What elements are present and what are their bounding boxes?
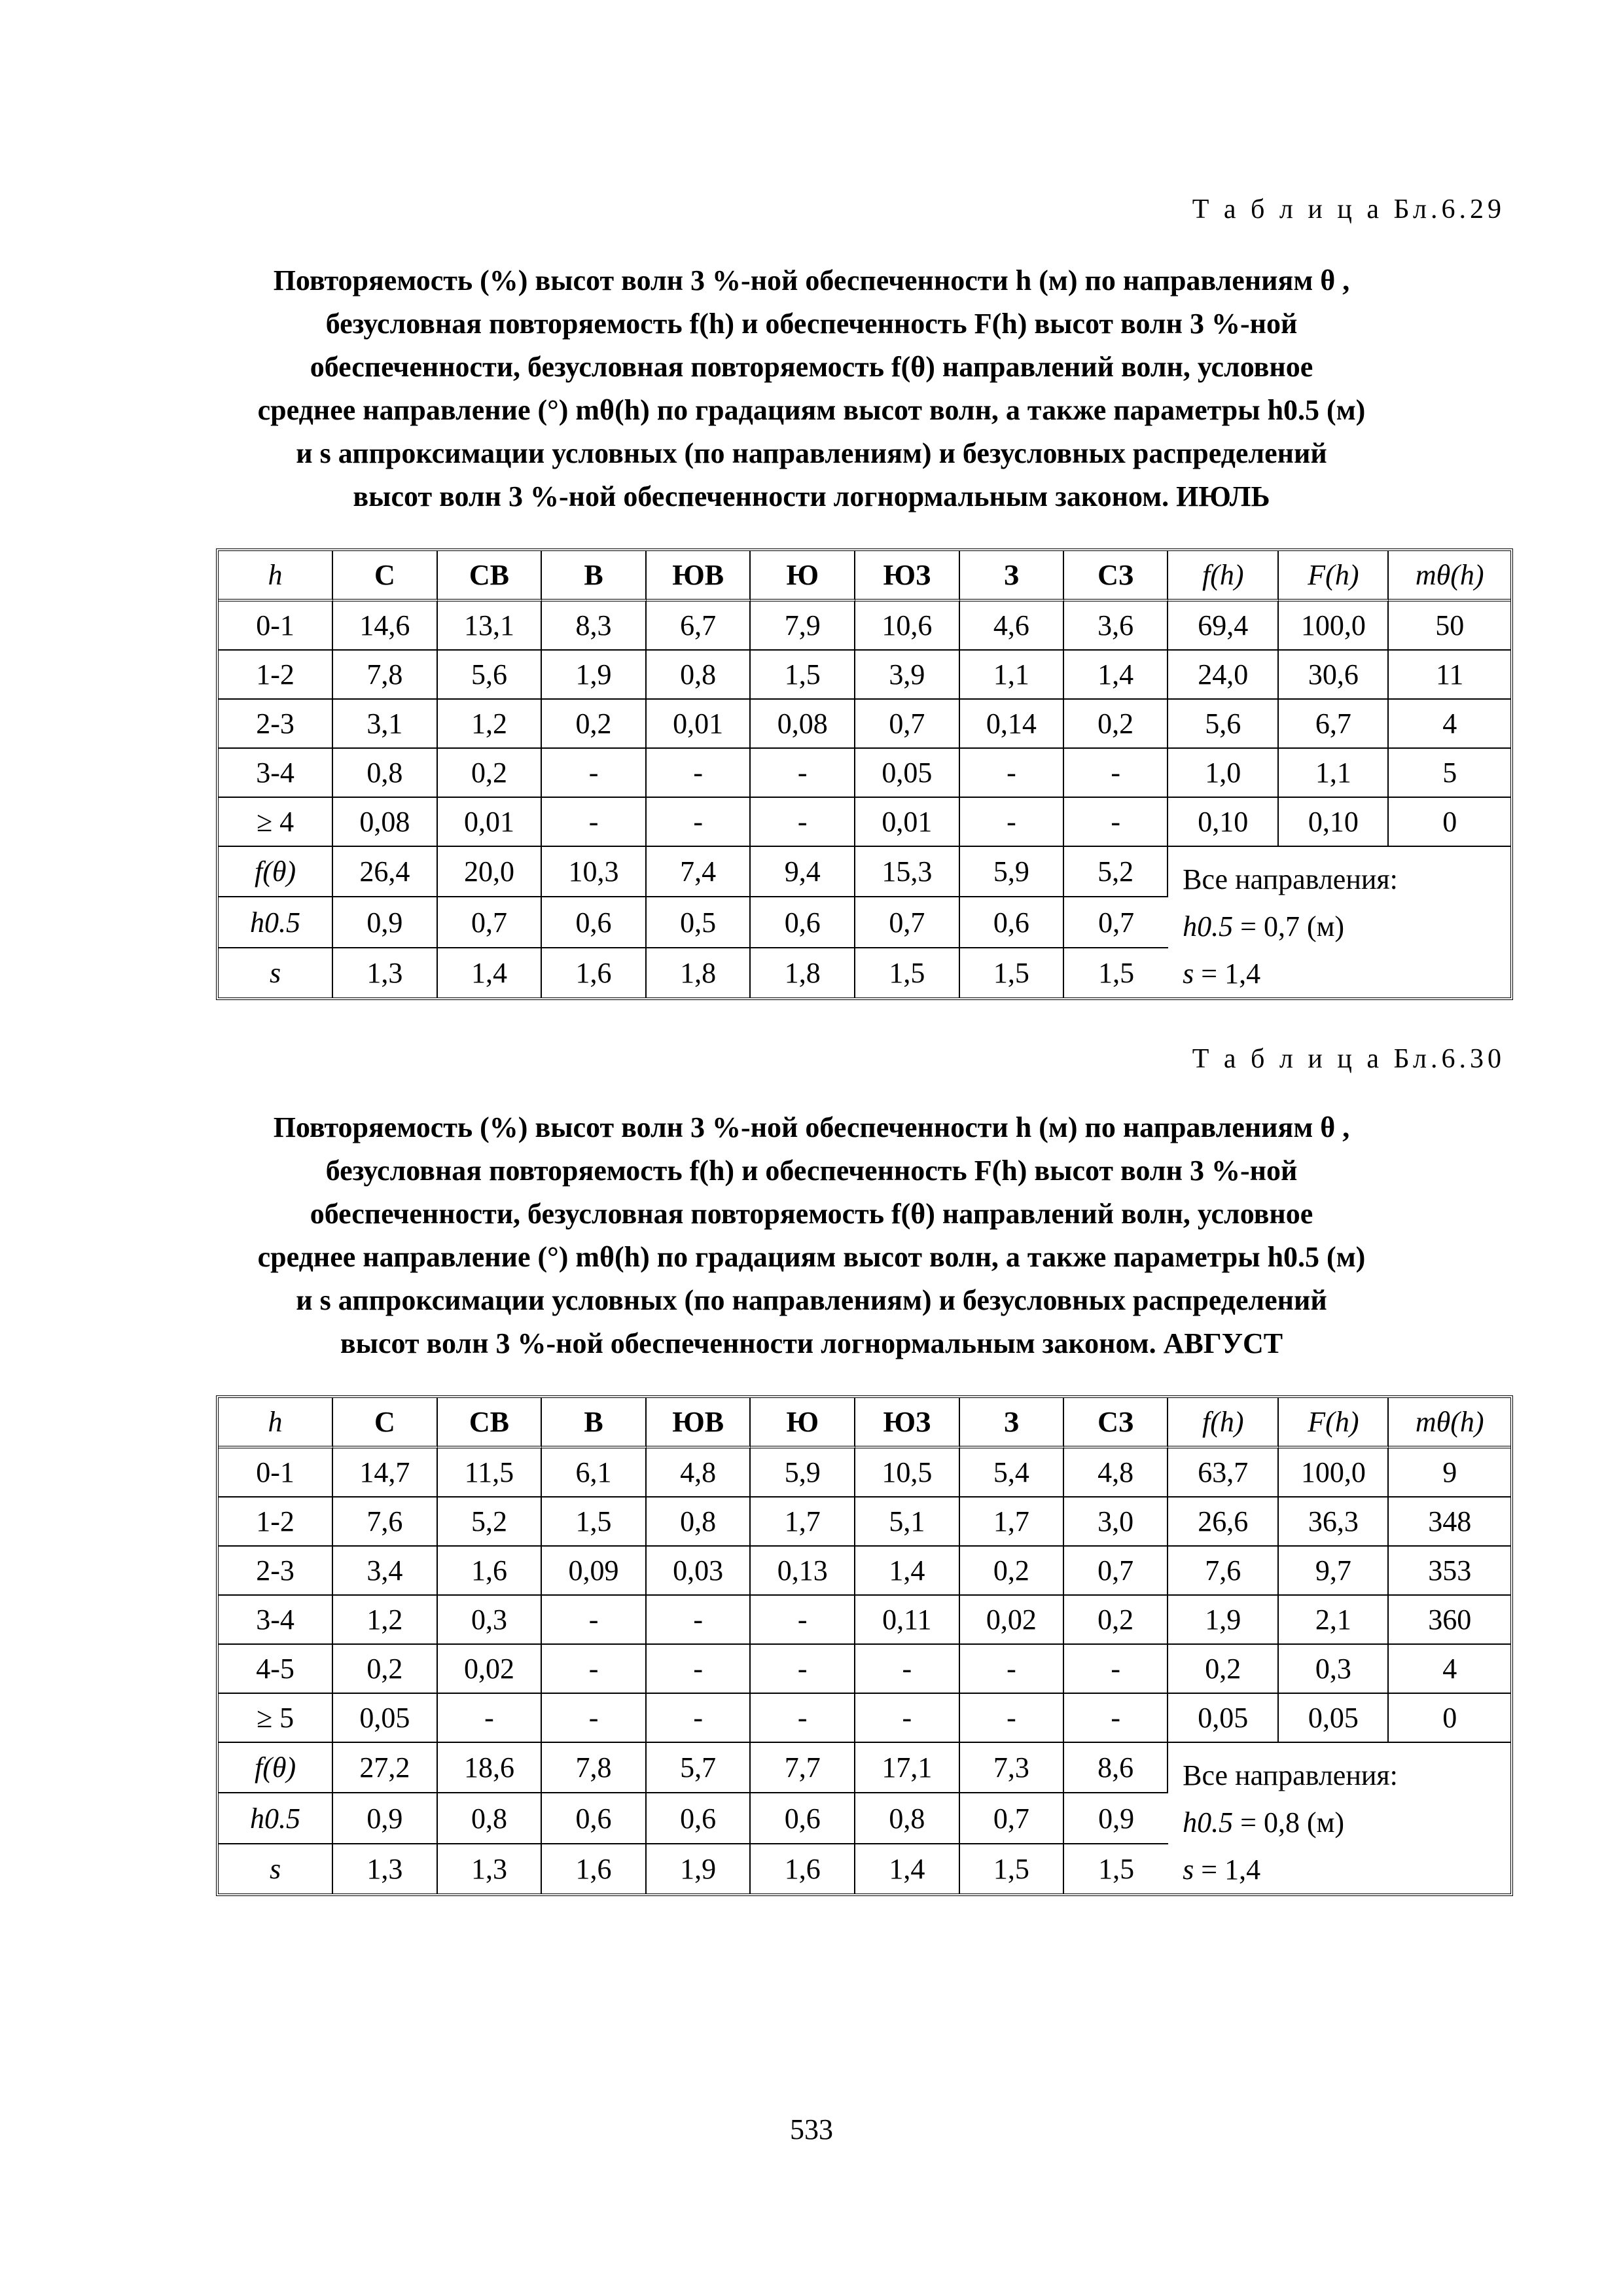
table-cell: 26,6 [1168,1498,1279,1547]
table-cell: 4,8 [1064,1448,1168,1498]
caption-line: безусловная повторяемость f(h) и обеспеченность F(h) высот волн 3 %-ной [325,308,1298,340]
table-cell: 0,9 [1064,1793,1168,1844]
summary-h05 [1183,1799,1510,1846]
table-cell: 0,6 [542,1793,647,1844]
table-cell: 0,05 [855,749,960,798]
param-label: s [219,948,333,997]
table-cell: - [647,1596,751,1645]
table-cell: 0,8 [333,749,438,798]
table-cell: 5,6 [1168,700,1279,749]
table-cell: 4,6 [960,601,1065,651]
table-cell: 1,2 [438,700,543,749]
table-cell: 1,3 [333,1844,438,1893]
table-cell: 6,1 [542,1448,647,1498]
table-cell: 0,6 [542,897,647,948]
column-header: F(h) [1279,551,1389,601]
table-row [219,700,1510,749]
table-cell: - [542,798,647,847]
table-cell: - [751,1645,855,1694]
table-cell: 10,5 [855,1448,960,1498]
column-header: СЗ [1064,1398,1168,1448]
table-header-row [219,551,1510,601]
table-cell: 1,4 [438,948,543,997]
table-cell: ≥ 5 [219,1694,333,1743]
table-cell: - [542,749,647,798]
caption-line: обеспеченности, безусловная повторяемость f(θ) направлений волн, условное [310,351,1313,383]
table-cell: - [1064,749,1168,798]
table-cell: 9 [1389,1448,1510,1498]
caption-line: Повторяемость (%) высот волн 3 %-ной обеспеченности h (м) по направлениям θ , [273,1111,1350,1143]
table-cell: 2-3 [219,1547,333,1596]
column-header: h [219,1398,333,1448]
table-cell: 3-4 [219,1596,333,1645]
table-cell: - [960,1645,1065,1694]
table-cell: 1,4 [855,1844,960,1893]
table-cell: 1-2 [219,1498,333,1547]
table-cell: 0,14 [960,700,1065,749]
table-cell: 0,01 [647,700,751,749]
table-cell: 0,09 [542,1547,647,1596]
table-cell: 11,5 [438,1448,543,1498]
column-header: ЮЗ [855,1398,960,1448]
table-row [219,601,1510,651]
table-cell: 0,7 [960,1793,1065,1844]
table-cell: 6,7 [647,601,751,651]
table-cell: 100,0 [1279,601,1389,651]
table-cell: 1,7 [751,1498,855,1547]
table-row [219,1694,1510,1743]
param-label: f(θ) [219,1743,333,1793]
table-cell: 0,7 [1064,1547,1168,1596]
table-cell: - [751,1596,855,1645]
caption-line: обеспеченности, безусловная повторяемость f(θ) направлений волн, условное [310,1198,1313,1230]
table-cell: 5,2 [438,1498,543,1547]
table-cell: 30,6 [1279,651,1389,700]
table-cell: 26,4 [333,847,438,897]
table-cell: 0,6 [751,897,855,948]
column-header: Ю [751,1398,855,1448]
table-row [219,1596,1510,1645]
table-cell: - [542,1645,647,1694]
table-cell: 0,2 [438,749,543,798]
table-cell: - [751,1694,855,1743]
table-cell: 0,02 [960,1596,1065,1645]
table-cell: ≥ 4 [219,798,333,847]
table-cell: 1,0 [1168,749,1279,798]
table-cell: 0,7 [438,897,543,948]
table-row [219,1547,1510,1596]
table-cell: 1,6 [542,948,647,997]
table-cell: 7,8 [333,651,438,700]
table-cell: 1,5 [855,948,960,997]
summary-title: Все направления: [1183,1759,1398,1791]
table-cell: 13,1 [438,601,543,651]
table-cell: 3,4 [333,1547,438,1596]
table-cell: 3-4 [219,749,333,798]
table-cell: 1,5 [1098,1852,1135,1885]
table-cell: 100,0 [1279,1448,1389,1498]
table-cell: - [751,749,855,798]
data-table [216,548,1513,1000]
column-header: СВ [438,1398,543,1448]
table-cell: 0,7 [855,700,960,749]
table-cell: - [438,1694,543,1743]
table-cell: 0,3 [438,1596,543,1645]
table-cell: 1,5 [960,948,1065,997]
table-cell: 1,1 [1279,749,1389,798]
table-cell: 7,7 [751,1743,855,1793]
table-cell: 14,7 [333,1448,438,1498]
table-cell: 50 [1389,601,1510,651]
table-row [219,651,1510,700]
summary-s-label: s [1183,1854,1194,1886]
table-cell: - [1064,1645,1168,1694]
summary-s-label: s [1183,958,1194,990]
table-cell: 2,1 [1279,1596,1389,1645]
caption-line: и s аппроксимации условных (по направлениям) и безусловных распределений [296,437,1327,469]
table-cell: - [855,1694,960,1743]
caption-line: среднее направление (°) mθ(h) по градациям высот волн, а также параметры h0.5 (м) [257,394,1366,426]
table-cell: 14,6 [333,601,438,651]
table-cell: 3,0 [1064,1498,1168,1547]
param-label: h0.5 [219,1793,333,1844]
column-header: З [960,551,1065,601]
table-cell: 10,3 [542,847,647,897]
table-cell: 0,2 [1064,700,1168,749]
column-header: В [542,551,647,601]
caption-line: высот волн 3 %-ной обеспеченности логнормальным законом. АВГУСТ [340,1327,1283,1359]
table-cell: - [1064,1694,1168,1743]
caption-line: Повторяемость (%) высот волн 3 %-ной обеспеченности h (м) по направлениям θ , [273,264,1350,296]
table-cell: 7,9 [751,601,855,651]
table-cell: 7,6 [1168,1547,1279,1596]
caption-line: среднее направление (°) mθ(h) по градациям высот волн, а также параметры h0.5 (м) [257,1241,1366,1273]
table-cell: 0,10 [1168,798,1279,847]
column-header: С [333,551,438,601]
table-cell: 17,1 [855,1743,960,1793]
summary-title: Все направления: [1183,863,1398,895]
table-cell: 15,3 [855,847,960,897]
table-cell: 0,5 [647,897,751,948]
table-cell: - [542,1596,647,1645]
table-cell: 10,6 [855,601,960,651]
table-cell: 4 [1389,1645,1510,1694]
table-cell: 5,2 [1064,847,1168,897]
table-row [219,1645,1510,1694]
summary-h05 [1183,903,1510,950]
table-row [219,1448,1510,1498]
table-cell: 36,3 [1279,1498,1389,1547]
table-cell: 0,9 [333,897,438,948]
table-cell: 3,6 [1064,601,1168,651]
table-cell: 1,6 [751,1844,855,1893]
param-label: f(θ) [219,847,333,897]
table-label: Т а б л и ц а Бл.6.30 [1192,1044,1505,1074]
table-cell: 0,2 [1168,1645,1279,1694]
column-header: ЮВ [647,1398,751,1448]
column-header: С [333,1398,438,1448]
table-cell: 7,8 [542,1743,647,1793]
data-table [216,1395,1513,1896]
table-cell: 0-1 [219,601,333,651]
table-header-row [219,1398,1510,1448]
table-cell: 24,0 [1168,651,1279,700]
table-cell: - [1064,798,1168,847]
column-header: ЮВ [647,551,751,601]
table-cell: 5,1 [855,1498,960,1547]
table-cell: 0,8 [647,651,751,700]
table-cell: 1,9 [647,1844,751,1893]
table-cell: 0,2 [1064,1596,1168,1645]
table-cell: - [960,1694,1065,1743]
table-cell: 1,3 [333,948,438,997]
table-cell: 0,3 [1279,1645,1389,1694]
table-cell: - [960,798,1065,847]
table-cell: 9,4 [751,847,855,897]
table-cell: 0,01 [855,798,960,847]
table-cell: 9,7 [1279,1547,1389,1596]
table-cell: 0,10 [1279,798,1389,847]
table-cell: 0,02 [438,1645,543,1694]
column-header: h [219,551,333,601]
table-cell: - [960,749,1065,798]
table-cell: 4,8 [647,1448,751,1498]
table-cell: 0,05 [1168,1694,1279,1743]
column-header: ЮЗ [855,551,960,601]
table-cell: 0,8 [855,1793,960,1844]
table-cell: 1,5 [960,1844,1065,1893]
table-cell: 0,05 [1279,1694,1389,1743]
column-header: mθ(h) [1389,551,1510,601]
table-cell: 0 [1389,798,1510,847]
table-cell: 1,8 [751,948,855,997]
table-cell: 1,5 [751,651,855,700]
table-cell: 0,6 [751,1793,855,1844]
table-cell: 0,7 [1064,897,1168,948]
table-cell: 1,7 [960,1498,1065,1547]
summary-s-value: = 1,4 [1201,958,1261,990]
table-cell: 1,9 [1168,1596,1279,1645]
table-cell: 1,6 [542,1844,647,1893]
table-cell: 5,6 [438,651,543,700]
summary-h05-label: h0.5 [1183,910,1234,942]
table-cell: 5,7 [647,1743,751,1793]
caption-line: и s аппроксимации условных (по направлениям) и безусловных распределений [296,1284,1327,1316]
table-cell: 353 [1389,1547,1510,1596]
table-cell: 5 [1389,749,1510,798]
summary-h05-value: = 0,8 (м) [1240,1806,1345,1839]
summary-s-value: = 1,4 [1201,1854,1261,1886]
table-cell: 4-5 [219,1645,333,1694]
caption-line: безусловная повторяемость f(h) и обеспеченность F(h) высот волн 3 %-ной [325,1155,1298,1187]
table-cell: 0,6 [647,1793,751,1844]
table-cell: 0 [1389,1694,1510,1743]
summary-h05-label: h0.5 [1183,1806,1234,1839]
column-header: СВ [438,551,543,601]
table-cell: 5,9 [751,1448,855,1498]
table-cell: 69,4 [1168,601,1279,651]
table-cell: 0,9 [333,1793,438,1844]
summary-s [1183,1846,1510,1893]
table-cell: 1,4 [1064,651,1168,700]
table-cell: 3,1 [333,700,438,749]
table-cell: 1,1 [960,651,1065,700]
table-cell: 8,3 [542,601,647,651]
summary-h05-value: = 0,7 (м) [1240,910,1345,942]
all-directions-summary [1168,847,1510,997]
column-header: В [542,1398,647,1448]
table-cell: 5,9 [960,847,1065,897]
table-caption [196,1106,1427,1365]
table-cell: 0,7 [855,897,960,948]
table-cell: 1,5 [1098,956,1135,989]
table-cell: 11 [1389,651,1510,700]
table-cell: - [647,749,751,798]
caption-line: высот волн 3 %-ной обеспеченности логнормальным законом. ИЮЛЬ [353,480,1270,512]
param-label: s [219,1844,333,1893]
table-cell: 0,6 [960,897,1065,948]
param-row [219,847,1510,897]
table-cell: 18,6 [438,1743,543,1793]
table-cell: - [855,1645,960,1694]
page-number: 533 [790,2113,833,2145]
table-cell: - [647,1694,751,1743]
column-header: Ю [751,551,855,601]
column-header: f(h) [1168,1398,1279,1448]
table-cell: 360 [1389,1596,1510,1645]
column-header: СЗ [1064,551,1168,601]
table-cell: 0,08 [333,798,438,847]
table-cell: 1,3 [438,1844,543,1893]
table-cell: 0,03 [647,1547,751,1596]
table-cell: 5,4 [960,1448,1065,1498]
table-cell: 0,2 [333,1645,438,1694]
table-caption [196,259,1427,518]
table-cell: 7,6 [333,1498,438,1547]
table-cell: 1,6 [438,1547,543,1596]
table-row [219,1498,1510,1547]
column-header: F(h) [1279,1398,1389,1448]
table-cell: 0,05 [333,1694,438,1743]
table-cell: 1,2 [333,1596,438,1645]
table-cell: 0-1 [219,1448,333,1498]
table-cell: - [647,1645,751,1694]
summary-s [1183,950,1510,997]
table-cell: 0,01 [438,798,543,847]
table-cell: 0,8 [647,1498,751,1547]
all-directions-summary [1168,1743,1510,1893]
table-cell: 1,5 [542,1498,647,1547]
table-cell: 0,2 [960,1547,1065,1596]
table-cell: - [751,798,855,847]
table-cell: - [647,798,751,847]
table-cell: 0,8 [438,1793,543,1844]
table-cell: 1,9 [542,651,647,700]
table-cell: 1,4 [855,1547,960,1596]
table-row [219,749,1510,798]
param-row [219,1743,1510,1793]
table-cell: 27,2 [333,1743,438,1793]
table-cell: 348 [1389,1498,1510,1547]
table-cell: - [542,1694,647,1743]
table-cell: 2-3 [219,700,333,749]
table-cell: 7,4 [647,847,751,897]
column-header: f(h) [1168,551,1279,601]
table-cell: 1,8 [647,948,751,997]
table-cell: 3,9 [855,651,960,700]
table-cell: 4 [1389,700,1510,749]
table-cell: 0,2 [542,700,647,749]
param-label: h0.5 [219,897,333,948]
column-header: З [960,1398,1065,1448]
table-cell: 1-2 [219,651,333,700]
table-cell: 7,3 [960,1743,1065,1793]
table-cell: 8,6 [1064,1743,1168,1793]
table-label: Т а б л и ц а Бл.6.29 [1192,194,1505,224]
column-header: mθ(h) [1389,1398,1510,1448]
table-cell: 6,7 [1279,700,1389,749]
table-cell: 20,0 [438,847,543,897]
table-cell: 0,11 [855,1596,960,1645]
table-cell: 0,08 [751,700,855,749]
table-row [219,798,1510,847]
table-cell: 0,13 [751,1547,855,1596]
table-cell: 63,7 [1168,1448,1279,1498]
